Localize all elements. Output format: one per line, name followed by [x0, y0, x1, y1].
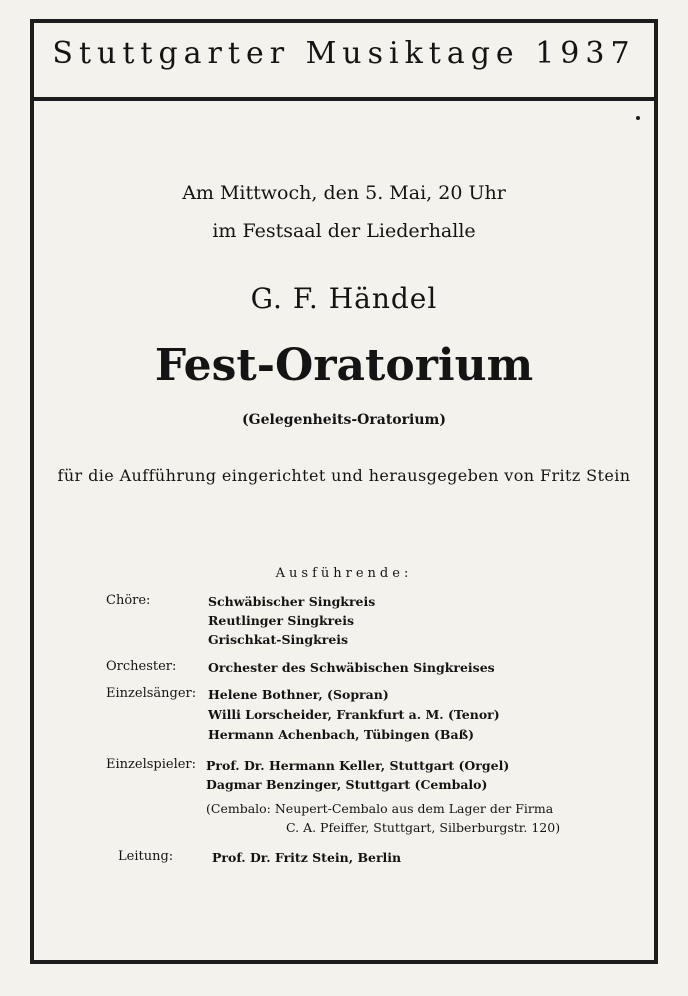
instrument-note: C. A. Pfeiffer, Stuttgart, Silberburgstr. 120): [286, 820, 561, 835]
player-entry: Prof. Dr. Hermann Keller, Stuttgart (Orgel): [206, 758, 510, 773]
edition-note: für die Aufführung eingerichtet und herausgegeben von Fritz Stein: [57, 466, 631, 485]
choirs-label: Chöre:: [106, 593, 151, 608]
orchestra-entry: Orchester des Schwäbischen Singkreises: [208, 660, 495, 675]
event-date: Am Mittwoch, den 5. Mai, 20 Uhr: [182, 182, 506, 204]
player-entry: Dagmar Benzinger, Stuttgart (Cembalo): [206, 777, 488, 792]
ink-speck: [636, 116, 640, 120]
work-subtitle: (Gelegenheits-Oratorium): [242, 412, 446, 428]
orchestra-label: Orchester:: [106, 659, 177, 674]
instrument-note: (Cembalo: Neupert-Cembalo aus dem Lager der Firma: [206, 801, 554, 816]
composer-name: G. F. Händel: [250, 282, 438, 315]
festival-title: Stuttgarter Musiktage 1937: [52, 36, 636, 71]
singers-label: Einzelsänger:: [106, 686, 197, 701]
players-label: Einzelspieler:: [106, 757, 197, 772]
singer-entry: Willi Lorscheider, Frankfurt a. M. (Tenor): [208, 707, 500, 722]
singer-entry: Hermann Achenbach, Tübingen (Baß): [208, 727, 475, 742]
event-venue: im Festsaal der Liederhalle: [212, 220, 476, 242]
conductor-entry: Prof. Dr. Fritz Stein, Berlin: [212, 850, 402, 865]
choir-entry: Schwäbischer Singkreis: [208, 594, 376, 609]
choir-entry: Reutlinger Singkreis: [208, 613, 355, 628]
work-title: Fest-Oratorium: [154, 340, 534, 391]
conductor-label: Leitung:: [118, 849, 174, 864]
header-divider-rule: [30, 97, 658, 101]
singer-entry: Helene Bothner, (Sopran): [208, 687, 389, 702]
performers-heading: Ausführende:: [275, 566, 413, 581]
choir-entry: Grischkat-Singkreis: [208, 632, 349, 647]
